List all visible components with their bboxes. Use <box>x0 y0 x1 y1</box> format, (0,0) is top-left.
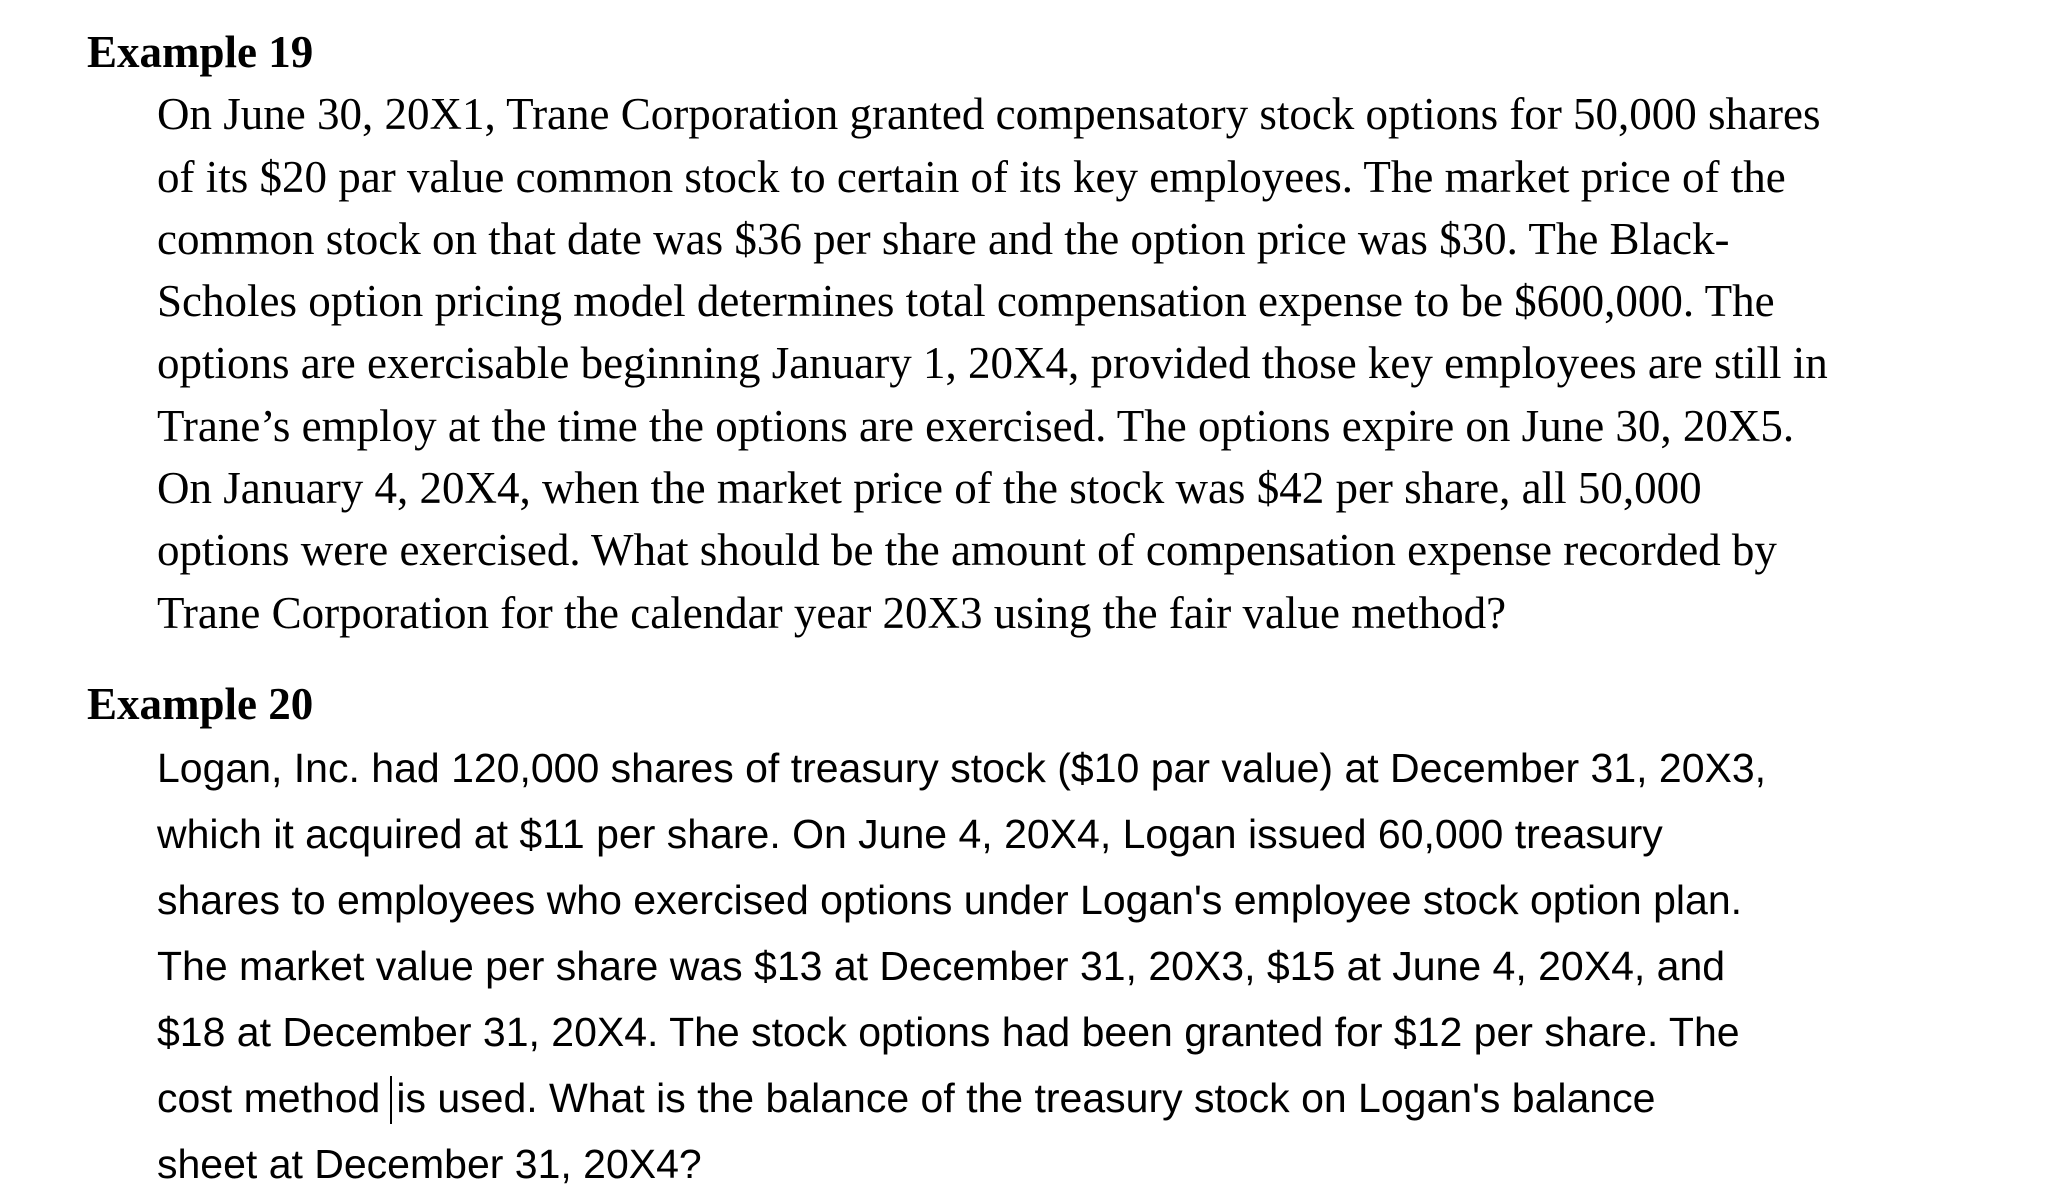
example-19-line-8: options were exercised. What should be the amount of compensation expense recorded by <box>157 525 1777 575</box>
example-19-line-6: Trane’s employ at the time the options are exercised. The options expire on June 30, 20X5. <box>157 401 1795 451</box>
example-19-line-3: common stock on that date was $36 per share and the option price was $30. The Black- <box>157 214 1730 264</box>
example-20-title: Example 20 <box>87 679 314 729</box>
example-20-line-6-after-caret: is used. What is the balance of the treasury stock on Logan's balance <box>396 1075 1656 1121</box>
example-20-line-7: sheet at December 31, 20X4? <box>157 1141 702 1187</box>
example-20-line-6[interactable] <box>157 1072 1655 1124</box>
example-20-line-3: shares to employees who exercised options under Logan's employee stock option plan. <box>157 877 1743 923</box>
example-19-line-4: Scholes option pricing model determines total compensation expense to be $600,000. The <box>157 276 1775 326</box>
example-19-title: Example 19 <box>87 27 314 77</box>
example-20-line-5: $18 at December 31, 20X4. The stock options had been granted for $12 per share. The <box>157 1009 1740 1055</box>
example-20-line-1: Logan, Inc. had 120,000 shares of treasury stock ($10 par value) at December 31, 20X3, <box>157 745 1767 791</box>
text-cursor <box>390 1076 392 1124</box>
example-19-line-5: options are exercisable beginning January 1, 20X4, provided those key employees are still in <box>157 338 1828 388</box>
example-20-line-4: The market value per share was $13 at December 31, 20X3, $15 at June 4, 20X4, and <box>157 943 1726 989</box>
example-20-line-2: which it acquired at $11 per share. On June 4, 20X4, Logan issued 60,000 treasury <box>157 811 1663 857</box>
example-19-line-1: On June 30, 20X1, Trane Corporation granted compensatory stock options for 50,000 shares <box>157 89 1821 139</box>
example-19-line-2: of its $20 par value common stock to certain of its key employees. The market price of the <box>157 152 1786 202</box>
example-20-line-6-before-caret: cost method <box>157 1075 381 1121</box>
example-19-line-7: On January 4, 20X4, when the market price of the stock was $42 per share, all 50,000 <box>157 463 1702 513</box>
example-19-line-9: Trane Corporation for the calendar year 20X3 using the fair value method? <box>157 588 1507 638</box>
